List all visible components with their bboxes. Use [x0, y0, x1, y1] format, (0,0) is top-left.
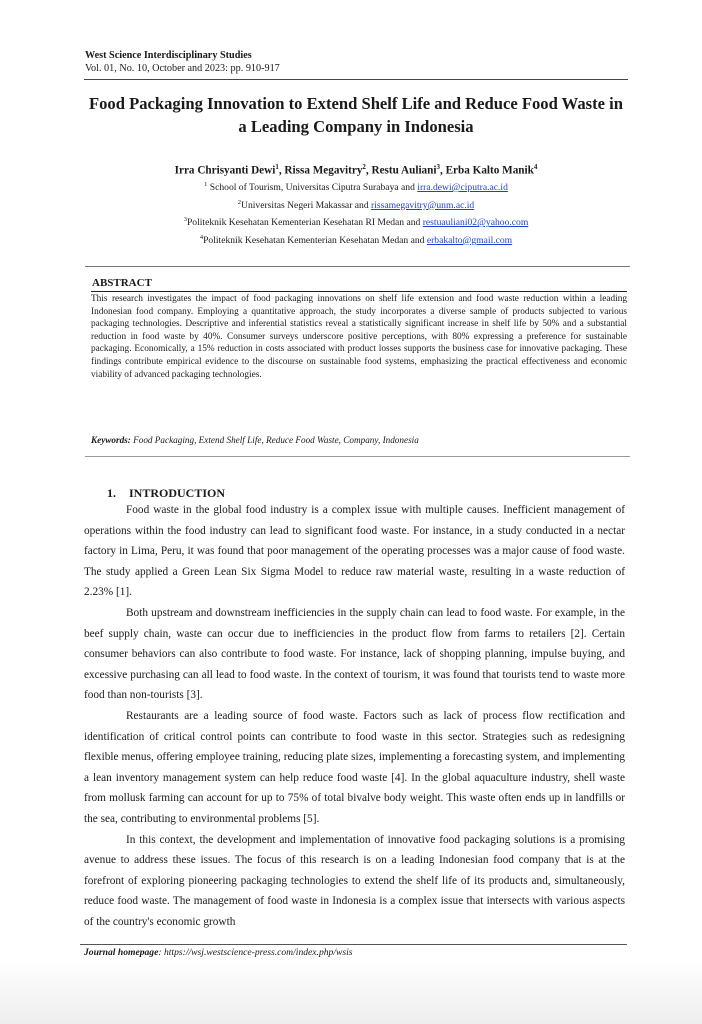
journal-name: West Science Interdisciplinary Studies: [85, 50, 252, 61]
footer-label: Journal homepage: [84, 947, 159, 958]
abstract-top-divider: [85, 266, 630, 267]
paper-title: Food Packaging Innovation to Extend Shelf Life and Reduce Food Waste in a Leading Company in Indonesia: [89, 94, 623, 136]
author-name: Erba Kalto Manik: [445, 164, 534, 177]
affiliation-sup: 3: [183, 216, 187, 224]
paragraph: Restaurants are a leading source of food waste. Factors such as lack of process flow rectification and identification of critical control points can contribute to food waste in this sector. Strategies such as redesigning flexible menus, offering employee training, reducing plate sizes, implementing a forecasting system, and implementing a lean inventory management system can help reduce food waste [4]. In the global aquaculture industry, shell waste from mollusk farming can account for up to 75% of total bivalve body weight. This waste often ends up in landfills or the sea, contributing to environmental problems [5].: [84, 709, 625, 825]
footer-divider: [80, 944, 627, 945]
author-list: Irra Chrisyanti Dewi$^1$, Rissa Megavitry$^2$, Restu Auliani$^3$, Erba Kalto Manik$^4$: [174, 163, 538, 177]
journal-issue: Vol. 01, No. 10, October and 2023: pp. 910-917: [85, 63, 280, 74]
affiliation-sup: 1: [204, 181, 208, 188]
email-link[interactable]: rissamegavitry@unm.ac.id: [371, 199, 475, 211]
section-number: 1.: [107, 486, 116, 500]
header-divider: [84, 79, 628, 80]
abstract-heading: ABSTRACT: [92, 277, 152, 289]
keywords-text: Food Packaging, Extend Shelf Life, Reduce Food Waste, Company, Indonesia: [130, 435, 419, 445]
introduction-body: [84, 500, 625, 932]
affiliation-text: School of Tourism, Universitas Ciputra Surabaya and: [207, 182, 418, 194]
affiliation-1: [84, 178, 628, 196]
author-sup: 3: [436, 163, 440, 171]
author-name: Rissa Megavitry: [284, 164, 363, 177]
author-sup: 1: [275, 163, 279, 171]
section-title: INTRODUCTION: [129, 486, 226, 500]
paragraph: Both upstream and downstream inefficiencies in the supply chain can lead to food waste. For example, in the beef supply chain, waste can occur due to inefficiencies in the product flow from farms to retailers [2]. Certain consumer behaviors can also contribute to food waste. For instance, lack of shopping planning, impulse buying, and excessive purchasing can all lead to food waste. In the context of tourism, it was found that tourists tend to waste more food than non-tourists [3].: [84, 606, 625, 702]
email-link[interactable]: irra.dewi@ciputra.ac.id: [417, 182, 508, 194]
affiliation-sup: 4: [199, 233, 204, 241]
affiliation-text: Politeknik Kesehatan Kementerian Kesehatan RI Medan and: [186, 217, 423, 229]
affiliation-sup: 2: [237, 198, 242, 206]
author-sup: 2: [362, 163, 366, 171]
abstract-heading-underline: [91, 291, 627, 292]
paragraph: Food waste in the global food industry is a complex issue with multiple causes. Inefficient management of operations within the food industry can lead to significant food waste. For instance, in a study conducted in a nectar factory in Lima, Peru, it was found that poor management of the operating processes was a major cause of food waste. The study applied a Green Lean Six Sigma Model to reduce raw material waste, resulting in a waste reduction of 2.23% [1].: [84, 504, 625, 599]
abstract-text: This research investigates the impact of food packaging innovations on shelf life extension and food waste reduction within a leading Indonesian food company. Employing a quantitative approach, the study incorporates a diverse sample of products subjected to various packaging technologies. Descriptive and inferential statistics reveal a statistically significant increase in shelf life by 50% and a substantial reduction in food waste by 40%. Consumer surveys underscore positive perceptions, with 80% expressing a preference for sustainable packaging. Economically, a 15% reduction in costs associated with product losses supports the business case for innovative packaging. These findings contribute empirical evidence to the discourse on sustainable food systems, emphasizing the practical effectiveness and economic viability of advanced packaging technologies.: [91, 294, 627, 380]
section-heading-introduction: [107, 486, 225, 501]
affiliation-list: [84, 178, 628, 248]
email-link[interactable]: erbakalto@gmail.com: [426, 234, 513, 246]
keywords: [91, 434, 627, 446]
journal-header: [85, 49, 630, 75]
journal-footer: [84, 946, 628, 959]
footer-url[interactable]: : https://wsj.westscience-press.com/index.php/wsis: [158, 947, 353, 958]
paragraph: In this context, the development and implementation of innovative food packaging solutions is a promising avenue to address these issues. The focus of this research is on a leading Indonesian food company that is at the forefront of exploring pioneering packaging technologies to extend the shelf life of its products and, simultaneously, reduce food waste. The management of food waste in Indonesia is a complex issue that intersects with various aspects of the country's economic growth: [84, 833, 625, 928]
keywords-label: Keywords:: [91, 435, 131, 445]
affiliation-2: [84, 196, 628, 214]
author-name: Irra Chrisyanti Dewi: [174, 164, 276, 177]
author-name: Restu Auliani: [371, 164, 437, 177]
email-link[interactable]: restuauliani02@yahoo.com: [422, 217, 529, 229]
affiliation-3: [84, 213, 628, 231]
author-sup: 4: [533, 163, 538, 171]
affiliation-text: Universitas Negeri Makassar and: [241, 199, 372, 211]
affiliation-4: [84, 231, 628, 249]
abstract-bottom-divider: [85, 456, 630, 457]
affiliation-text: Politeknik Kesehatan Kementerian Kesehatan Medan and: [203, 234, 427, 246]
